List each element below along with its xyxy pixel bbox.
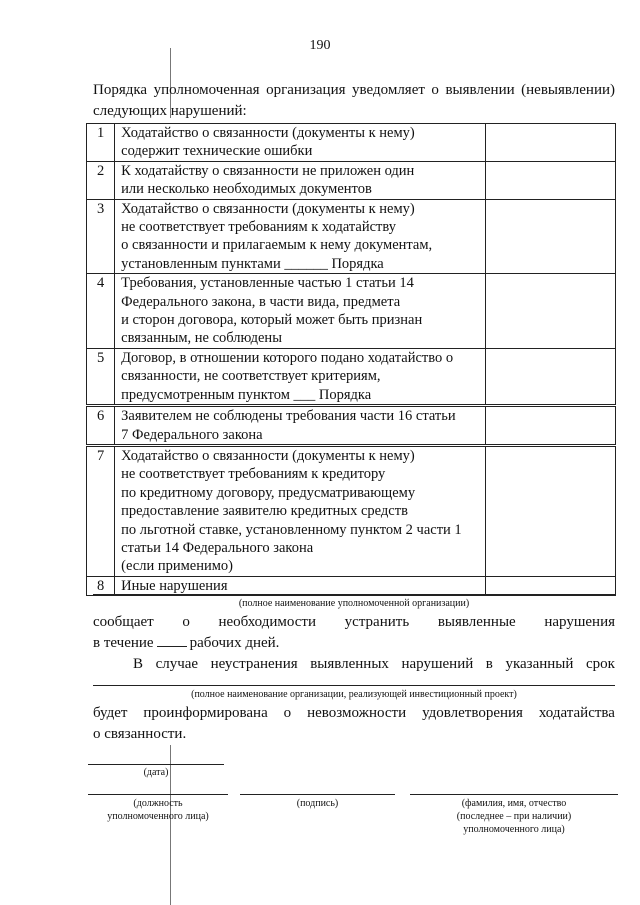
violation-description-line: Ходатайство о связанности (документы к нему): [121, 125, 415, 141]
org-name-line: [93, 594, 615, 595]
violation-row: [87, 406, 616, 446]
violation-description-line: или несколько необходимых документов: [121, 181, 372, 198]
inform-word: невозможности: [307, 705, 407, 721]
violation-description: [115, 348, 486, 405]
violation-mark-cell[interactable]: [486, 406, 616, 446]
failure-line: [133, 654, 615, 675]
violation-number: 8: [87, 576, 115, 595]
violation-description-line: связанности, не соответствует критериям,: [121, 368, 381, 385]
violation-description-line: К ходатайству о связанности не приложен один: [121, 162, 415, 179]
violation-number: 7: [87, 445, 115, 576]
violation-row: [87, 576, 616, 595]
violation-description-line: содержит технические ошибки: [121, 143, 313, 160]
violation-description: [115, 274, 486, 349]
violation-description: [115, 576, 486, 595]
violation-description-line: по льготной ставке, установленному пунктом 2 части 1: [121, 521, 462, 538]
failure-word: неустранения: [210, 656, 298, 672]
violation-description-line: по кредитному договору, предусматривающему: [121, 484, 416, 501]
violation-row: [87, 161, 616, 199]
violation-description: [115, 161, 486, 199]
date-caption: (дата): [143, 767, 169, 778]
org-caption: (полное наименование уполномоченной организации): [238, 598, 470, 609]
inform-line: [93, 703, 615, 724]
violation-description-line: Ходатайство о связанности (документы к нему): [121, 200, 415, 217]
fio-caption-line: (фамилия, имя, отчество: [461, 798, 567, 809]
failure-word: выявленных: [310, 656, 389, 672]
days-blank: [157, 633, 187, 647]
page-number: 190: [309, 38, 331, 53]
fio-caption-line: уполномоченного лица): [463, 824, 565, 835]
deadline-suffix: рабочих дней.: [189, 635, 280, 651]
failure-word: случае: [155, 656, 199, 672]
violation-number: 2: [87, 161, 115, 199]
failure-word: в: [485, 656, 493, 672]
failure-word: срок: [585, 656, 615, 672]
investor-name-line: [93, 685, 615, 686]
notify-word: нарушения: [544, 614, 615, 630]
violation-mark-cell[interactable]: [486, 274, 616, 349]
notify-word: устранить: [344, 614, 410, 630]
violation-description-line: Федерального закона, в части вида, предмета: [121, 293, 401, 310]
violation-row: [87, 199, 616, 274]
deadline-line: [93, 633, 615, 654]
failure-word: В: [133, 656, 144, 672]
violation-description-line: не соответствует требованиям к ходатайству: [121, 219, 396, 236]
violation-description-line: и сторон договора, который может быть признан: [121, 312, 423, 329]
violation-description-line: Ходатайство о связанности (документы к нему): [121, 447, 415, 464]
notify-word: сообщает: [93, 614, 154, 630]
violation-description-line: Договор, в отношении которого подано ходатайство о: [121, 349, 454, 366]
violation-mark-cell[interactable]: [486, 445, 616, 576]
violation-row: [87, 348, 616, 405]
violation-row: [87, 124, 616, 162]
deadline-prefix: в течение: [93, 635, 154, 651]
violation-number: 4: [87, 274, 115, 349]
violation-number: 3: [87, 199, 115, 274]
violation-description-line: предусмотренным пунктом ___ Порядка: [121, 386, 372, 403]
violation-mark-cell[interactable]: [486, 124, 616, 162]
violation-description: [115, 199, 486, 274]
intro-paragraph: Порядка уполномоченная организация уведомляет о выявлении (невыявлении) следующих нарушений:: [93, 82, 615, 119]
violation-number: 5: [87, 348, 115, 405]
violation-row: [87, 445, 616, 576]
violation-number: 1: [87, 124, 115, 162]
signature-line: [240, 794, 395, 795]
inform-line-2: о связанности.: [93, 726, 187, 742]
position-caption-line: (должность: [133, 798, 183, 809]
violation-mark-cell[interactable]: [486, 161, 616, 199]
violation-description: [115, 124, 486, 162]
violation-description: [115, 406, 486, 446]
violation-description-line: Иные нарушения: [121, 577, 228, 594]
position-caption-line: уполномоченного лица): [107, 811, 209, 822]
violation-description-line: Заявителем не соблюдены требования части 16 статьи: [121, 408, 456, 425]
inform-word: удовлетворения: [422, 705, 523, 721]
violation-description-line: 7 Федерального закона: [121, 426, 263, 443]
signature-caption: (подпись): [296, 798, 339, 809]
date-line: [88, 764, 224, 765]
violation-description: [115, 445, 486, 576]
position-line: [88, 794, 228, 795]
fio-line: [410, 794, 618, 795]
notify-word: необходимости: [218, 614, 317, 630]
inform-word: будет: [93, 705, 128, 721]
fio-caption: [410, 797, 618, 836]
violation-description-line: (если применимо): [121, 558, 233, 575]
violation-description-line: установленным пунктами ______ Порядка: [121, 255, 384, 272]
violation-row: [87, 274, 616, 349]
violation-description-line: связанным, не соблюдены: [121, 330, 282, 347]
violation-description-line: Требования, установленные частью 1 статьи 14: [121, 275, 414, 292]
violation-description-line: о связанности и прилагаемым к нему документам,: [121, 237, 433, 254]
violation-mark-cell[interactable]: [486, 576, 616, 595]
failure-word: нарушений: [401, 656, 474, 672]
violation-mark-cell[interactable]: [486, 348, 616, 405]
violation-description-line: статьи 14 Федерального закона: [121, 539, 314, 556]
failure-word: указанный: [505, 656, 574, 672]
fio-caption-line: (последнее – при наличии): [456, 811, 572, 822]
violation-description-line: не соответствует требованиям к кредитору: [121, 466, 386, 483]
notify-word: о: [182, 614, 190, 630]
violations-table: [86, 123, 616, 596]
investor-caption: (полное наименование организации, реализующей инвестиционный проект): [191, 689, 517, 700]
violation-mark-cell[interactable]: [486, 199, 616, 274]
position-caption: [88, 797, 228, 823]
notify-word: выявленные: [437, 614, 516, 630]
inform-word: ходатайства: [538, 705, 615, 721]
inform-word: проинформирована: [143, 705, 268, 721]
violation-description-line: предоставление заявителю кредитных средств: [121, 503, 408, 520]
inform-word: о: [283, 705, 292, 721]
violation-number: 6: [87, 406, 115, 446]
notify-line: [93, 612, 615, 633]
